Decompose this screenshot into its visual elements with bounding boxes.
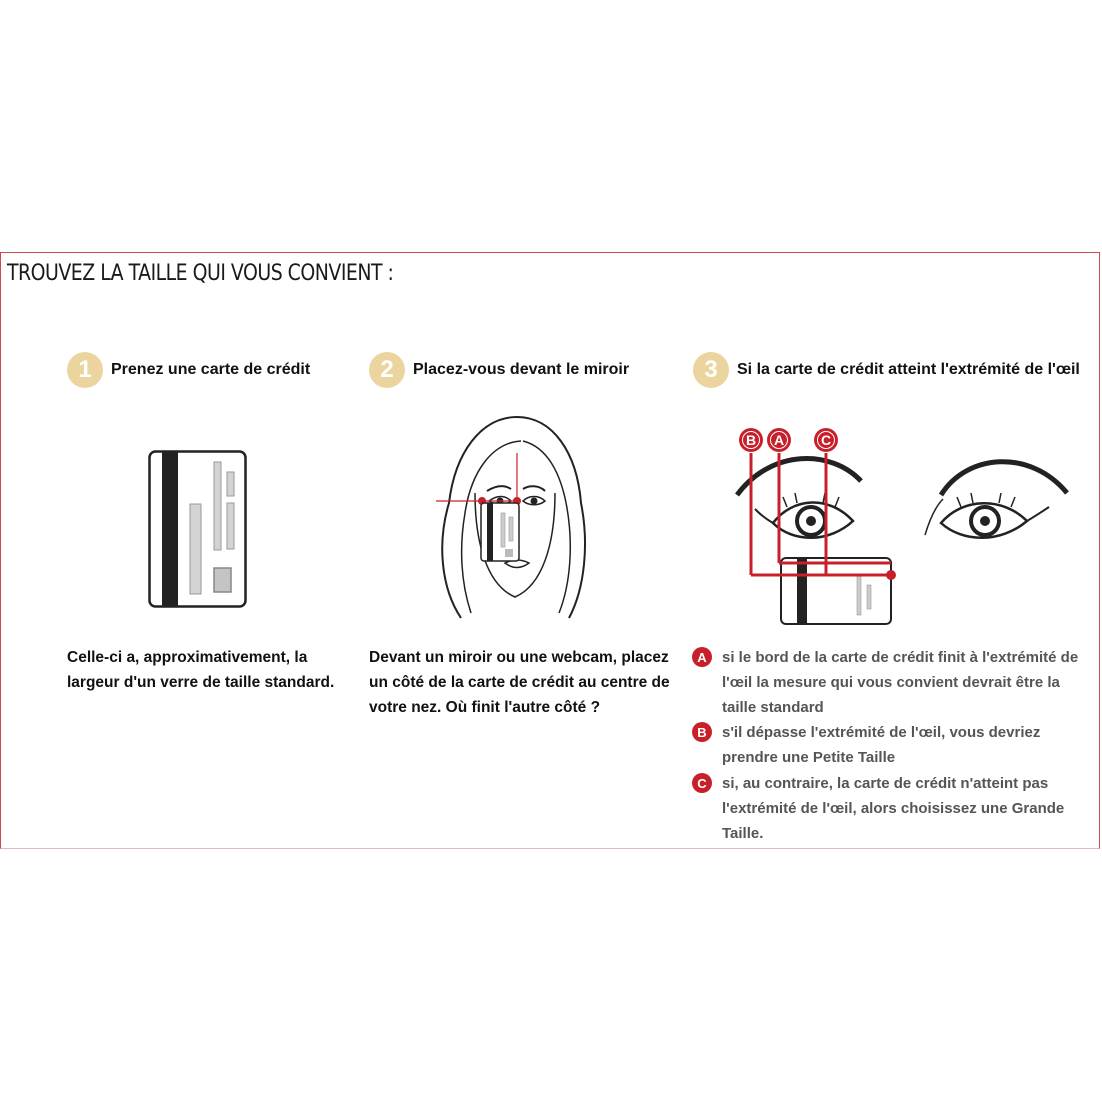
label-b: B (745, 432, 757, 448)
option-c-badge: C (692, 773, 712, 793)
face-mirror-illustration (431, 413, 591, 623)
step-3-header (693, 352, 1080, 388)
step-1-number: 1 (67, 352, 103, 388)
option-c (692, 771, 1097, 846)
option-b-text: s'il dépasse l'extrémité de l'œil, vous devriez prendre une Petite Taille (722, 724, 1041, 766)
step-1-description: Celle-ci a, approximativement, la largeur d'un verre de taille standard. (67, 649, 335, 691)
eyes-measurement-illustration (731, 423, 1076, 633)
step-1-label: Prenez une carte de crédit (111, 361, 311, 378)
label-c: C (820, 432, 832, 448)
step-1-header (67, 352, 310, 388)
step-2-label: Placez-vous devant le miroir (413, 361, 630, 378)
option-a (692, 645, 1097, 720)
option-c-text: si, au contraire, la carte de crédit n'atteint pas l'extrémité de l'œil, alors choisissez une Grande Taille. (722, 775, 1065, 842)
option-a-badge: A (692, 647, 712, 667)
step-2-header (369, 352, 629, 388)
step-2-description: Devant un miroir ou une webcam, placez un côté de la carte de crédit au centre de votre nez. Où finit l'autre côté ? (369, 649, 670, 716)
step-2-number: 2 (369, 352, 405, 388)
option-b-badge: B (692, 722, 712, 742)
label-a: A (773, 432, 785, 448)
size-guide-panel (0, 252, 1100, 849)
page-title: TROUVEZ LA TAILLE QUI VOUS CONVIENT : (7, 261, 394, 286)
step-3-label: Si la carte de crédit atteint l'extrémité de l'œil (737, 361, 1080, 378)
credit-card-illustration (148, 450, 248, 610)
option-b (692, 720, 1097, 770)
option-a-text: si le bord de la carte de crédit finit à l'extrémité de l'œil la mesure qui vous convient devrait être la taille standard (722, 649, 1079, 716)
step-3-number: 3 (693, 352, 729, 388)
